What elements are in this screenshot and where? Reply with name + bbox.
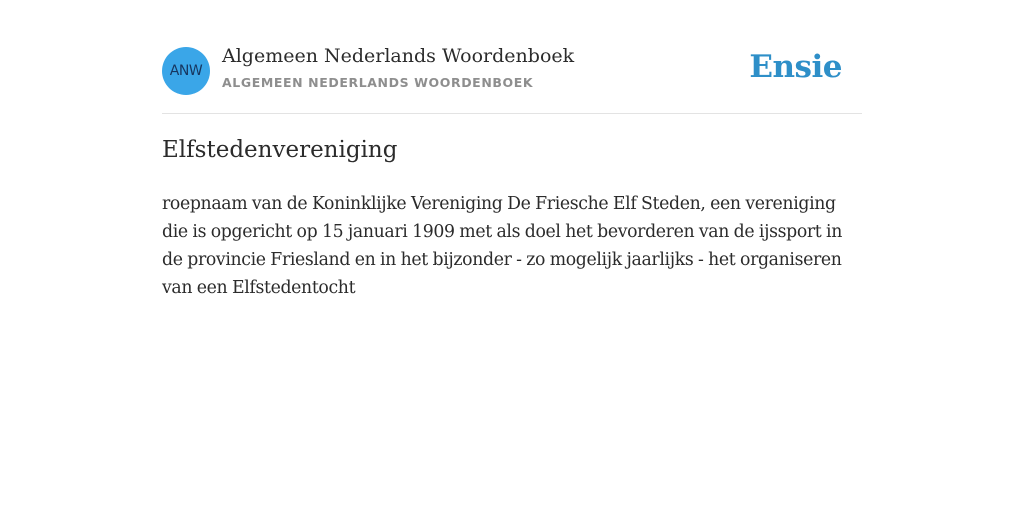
source-logo-text: ANW xyxy=(169,63,203,79)
source-title[interactable]: Algemeen Nederlands Woordenboek xyxy=(222,45,575,67)
source-header xyxy=(162,0,862,114)
entry-card xyxy=(162,0,862,298)
source-subtitle: ALGEMEEN NEDERLANDS WOORDENBOEK xyxy=(222,75,534,90)
ensie-brand-logo[interactable]: Ensie xyxy=(749,49,842,85)
entry-term: Elfstedenvereniging xyxy=(162,137,398,163)
source-logo[interactable] xyxy=(162,47,210,95)
entry-definition: roepnaam van de Koninklijke Vereniging De Friesche Elf Steden, een vereniging die is opgericht op 15 januari 1909 met als doel het bevorderen van de ijssport in de provincie Friesland en in het bijzonder - zo mogelijk jaarlijks - het organiseren van een Elfstedentocht xyxy=(162,194,842,298)
